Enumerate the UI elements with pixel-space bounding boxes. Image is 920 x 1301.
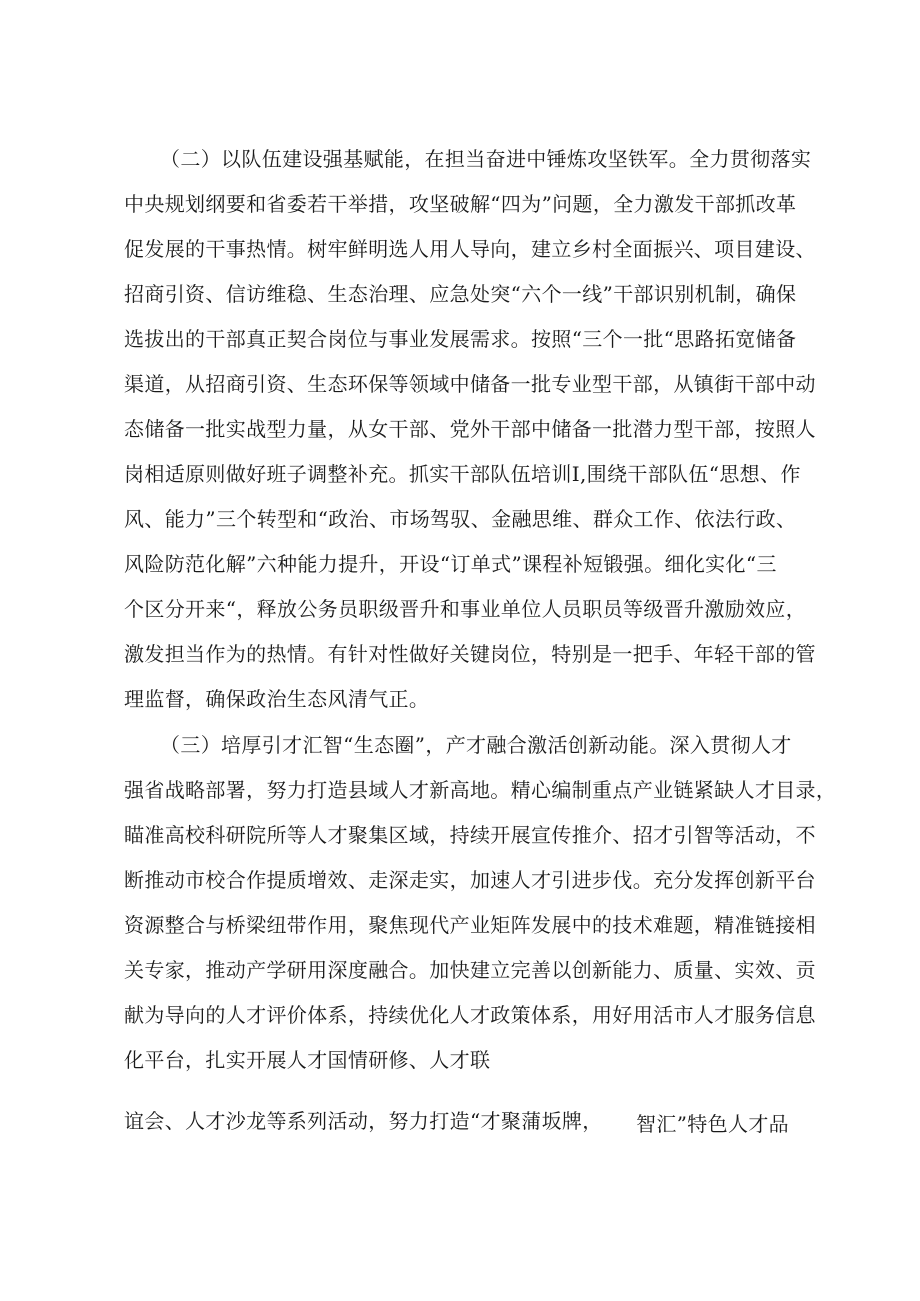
section3-line-8: 化平台，扎实开展人才国情研修、人才联	[124, 1048, 491, 1072]
section3-tail-left: 谊会、人才沙龙等系列活动，努力打造“才聚蒲坂牌，	[124, 1109, 603, 1133]
section2-line-7: 态储备一批实战型力量，从女干部、党外干部中储备一批潜力型干部，按照人	[124, 417, 816, 441]
section2-line-10: 风险防范化解”六种能力提升，开设“订单式”课程补短锻强。细化实化“三	[124, 552, 777, 576]
section2-line-9: 风、能力”三个转型和“政治、市场驾驭、金融思维、群众工作、依法行政、	[124, 507, 797, 531]
section2-line-12: 激发担当作为的热情。有针对性做好关键岗位，特别是一把手、年轻干部的管	[124, 642, 816, 666]
section3-tail-right: 智汇”特色人才品	[636, 1112, 790, 1136]
section2-line-11: 个区分开来“，释放公务员职级晋升和事业单位人员职员等级晋升激励效应，	[124, 597, 807, 621]
section2-line-13: 理监督，确保政治生态风清气正。	[124, 687, 430, 711]
section2-line-1: （二）以队伍建设强基赋能，在担当奋进中锤炼攻坚铁军。全力贯彻落实	[160, 147, 812, 171]
section3-line-1: （三）培厚引才汇智“生态圈”，产才融合激活创新动能。深入贯彻人才	[160, 733, 792, 757]
section2-line-4: 招商引资、信访维稳、生态治理、应急处突“六个一线”干部识别机制，确保	[124, 282, 797, 306]
section3-line-7: 献为导向的人才评价体系，持续优化人才政策体系，用好用活市人才服务信息	[124, 1003, 816, 1027]
section3-line-5: 资源整合与桥梁纽带作用，聚焦现代产业矩阵发展中的技术难题，精准链接相	[124, 913, 816, 937]
section2-line-3: 促发展的干事热情。树牢鲜明选人用人导向，建立乡村全面振兴、项目建设、	[124, 237, 816, 261]
section2-line-6: 渠道，从招商引资、生态环保等领域中储备一批专业型干部，从镇街干部中动	[124, 372, 816, 396]
section2-line-5: 选拔出的干部真正契合岗位与事业发展需求。按照“三个一批“思路拓宽储备	[124, 327, 797, 351]
section2-line-2: 中央规划纲要和省委若干举措，攻坚破解“四为”问题，全力激发干部抓改革	[124, 192, 797, 216]
section3-line-2: 强省战略部署，努力打造县域人才新高地。精心编制重点产业链紧缺人才目录，	[124, 778, 837, 802]
section3-line-6: 关专家，推动产学研用深度融合。加快建立完善以创新能力、质量、实效、贡	[124, 958, 816, 982]
section2-line-8: 岗相适原则做好班子调整补充。抓实干部队伍培训I,围绕干部队伍“思想、作	[124, 462, 801, 486]
section3-line-3: 瞄准高校科研院所等人才聚集区域，持续开展宣传推介、招才引智等活动，不	[124, 823, 816, 847]
section3-line-4: 断推动市校合作提质增效、走深走实，加速人才引进步伐。充分发挥创新平台	[124, 868, 816, 892]
